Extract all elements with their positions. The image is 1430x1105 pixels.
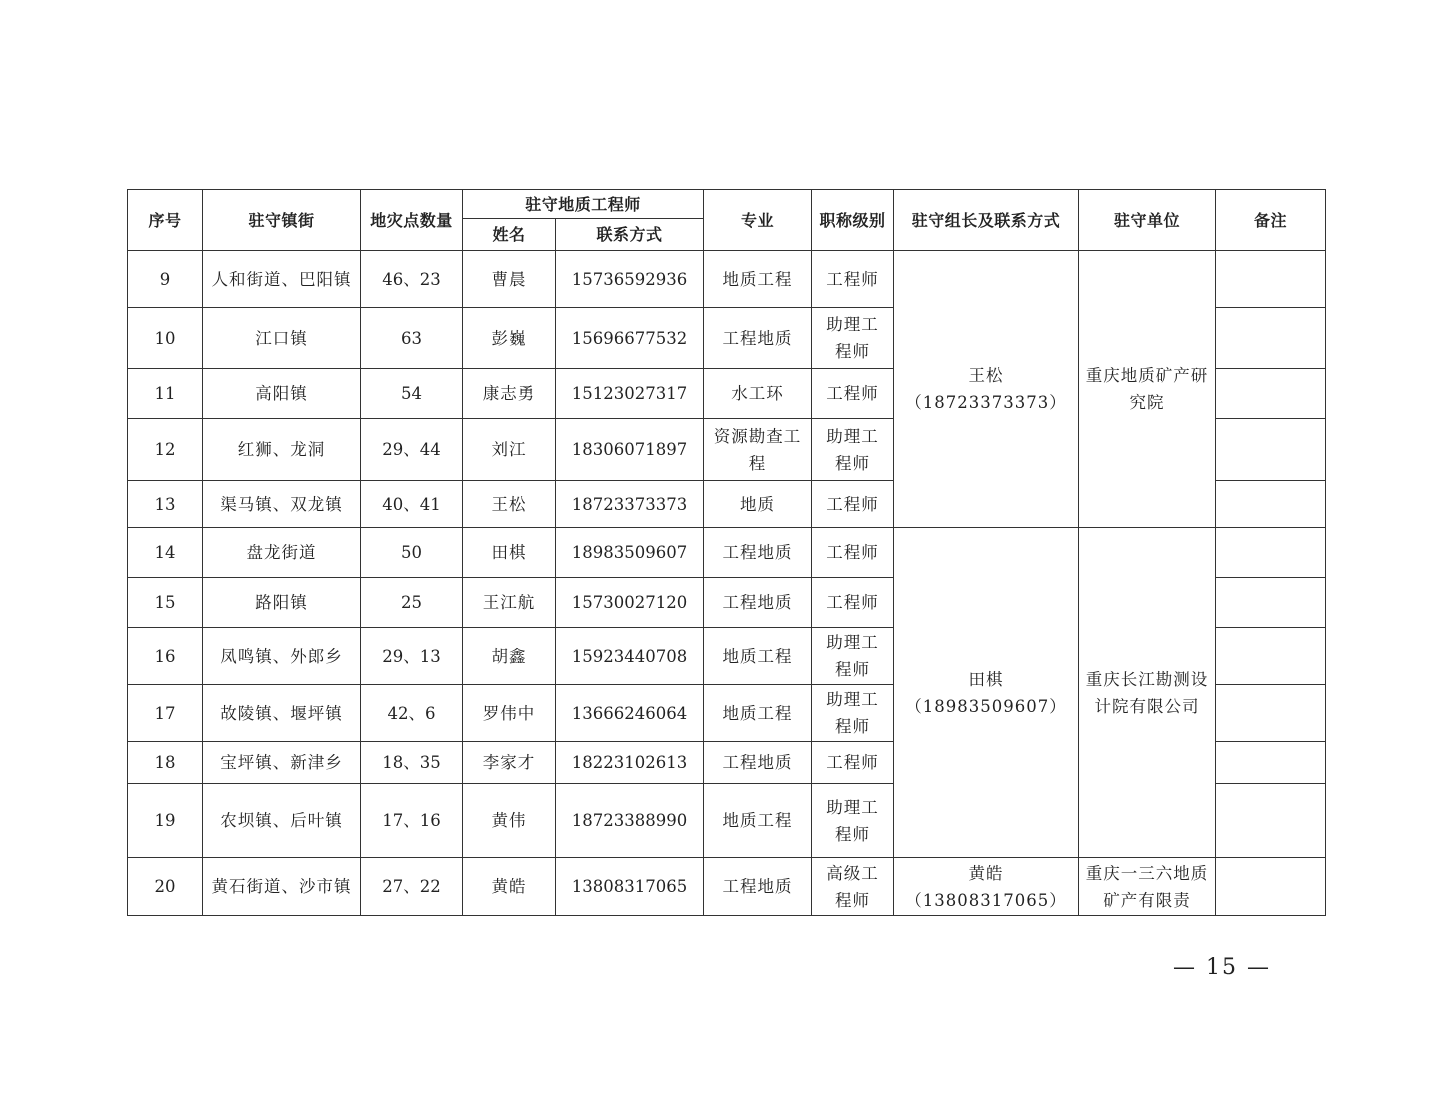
engineer-name-cell: 黄皓 xyxy=(463,858,556,916)
header-contact: 联系方式 xyxy=(556,219,704,251)
major-cell: 工程地质 xyxy=(704,858,812,916)
town-cell: 农坝镇、后叶镇 xyxy=(203,784,361,858)
header-major: 专业 xyxy=(704,190,812,251)
title-cell: 助理工程师 xyxy=(812,628,894,685)
remark-cell xyxy=(1216,628,1326,685)
major-cell: 工程地质 xyxy=(704,308,812,369)
remark-cell xyxy=(1216,251,1326,308)
table-row xyxy=(128,251,1326,308)
engineer-name-cell: 刘江 xyxy=(463,419,556,481)
count-cell: 50 xyxy=(361,528,463,578)
major-cell: 地质 xyxy=(704,481,812,528)
remark-cell xyxy=(1216,419,1326,481)
remark-cell xyxy=(1216,578,1326,628)
seq-cell: 11 xyxy=(128,369,203,419)
phone-cell: 15923440708 xyxy=(556,628,704,685)
count-cell: 25 xyxy=(361,578,463,628)
unit-cell: 重庆长江勘测设计院有限公司 xyxy=(1079,528,1216,858)
engineer-name-cell: 曹晨 xyxy=(463,251,556,308)
engineer-name-cell: 罗伟中 xyxy=(463,685,556,742)
town-cell: 高阳镇 xyxy=(203,369,361,419)
town-cell: 渠马镇、双龙镇 xyxy=(203,481,361,528)
seq-cell: 17 xyxy=(128,685,203,742)
town-cell: 凤鸣镇、外郎乡 xyxy=(203,628,361,685)
title-cell: 工程师 xyxy=(812,251,894,308)
header-engineer-group: 驻守地质工程师 xyxy=(463,190,704,219)
town-cell: 江口镇 xyxy=(203,308,361,369)
title-cell: 助理工程师 xyxy=(812,784,894,858)
phone-cell: 15730027120 xyxy=(556,578,704,628)
seq-cell: 9 xyxy=(128,251,203,308)
seq-cell: 10 xyxy=(128,308,203,369)
remark-cell xyxy=(1216,369,1326,419)
table-row xyxy=(128,858,1326,916)
town-cell: 黄石街道、沙市镇 xyxy=(203,858,361,916)
header-leader: 驻守组长及联系方式 xyxy=(894,190,1079,251)
count-cell: 17、16 xyxy=(361,784,463,858)
seq-cell: 14 xyxy=(128,528,203,578)
major-cell: 资源勘查工程 xyxy=(704,419,812,481)
count-cell: 18、35 xyxy=(361,742,463,784)
engineer-name-cell: 王江航 xyxy=(463,578,556,628)
count-cell: 63 xyxy=(361,308,463,369)
title-cell: 工程师 xyxy=(812,528,894,578)
title-cell: 助理工程师 xyxy=(812,308,894,369)
count-cell: 40、41 xyxy=(361,481,463,528)
title-cell: 工程师 xyxy=(812,578,894,628)
leader-cell: 田棋（18983509607） xyxy=(894,528,1079,858)
remark-cell xyxy=(1216,481,1326,528)
table-row xyxy=(128,528,1326,578)
count-cell: 29、13 xyxy=(361,628,463,685)
phone-cell: 18306071897 xyxy=(556,419,704,481)
engineer-name-cell: 彭巍 xyxy=(463,308,556,369)
phone-cell: 13666246064 xyxy=(556,685,704,742)
phone-cell: 18223102613 xyxy=(556,742,704,784)
count-cell: 54 xyxy=(361,369,463,419)
remark-cell xyxy=(1216,308,1326,369)
major-cell: 水工环 xyxy=(704,369,812,419)
phone-cell: 15696677532 xyxy=(556,308,704,369)
count-cell: 46、23 xyxy=(361,251,463,308)
header-town: 驻守镇街 xyxy=(203,190,361,251)
phone-cell: 13808317065 xyxy=(556,858,704,916)
title-cell: 助理工程师 xyxy=(812,685,894,742)
seq-cell: 16 xyxy=(128,628,203,685)
phone-cell: 15123027317 xyxy=(556,369,704,419)
header-remark: 备注 xyxy=(1216,190,1326,251)
town-cell: 故陵镇、堰坪镇 xyxy=(203,685,361,742)
seq-cell: 19 xyxy=(128,784,203,858)
seq-cell: 20 xyxy=(128,858,203,916)
title-cell: 工程师 xyxy=(812,481,894,528)
phone-cell: 18983509607 xyxy=(556,528,704,578)
town-cell: 人和街道、巴阳镇 xyxy=(203,251,361,308)
major-cell: 地质工程 xyxy=(704,251,812,308)
seq-cell: 13 xyxy=(128,481,203,528)
title-cell: 工程师 xyxy=(812,369,894,419)
leader-cell: 黄皓（13808317065） xyxy=(894,858,1079,916)
engineer-name-cell: 胡鑫 xyxy=(463,628,556,685)
header-unit: 驻守单位 xyxy=(1079,190,1216,251)
header-count: 地灾点数量 xyxy=(361,190,463,251)
engineer-name-cell: 康志勇 xyxy=(463,369,556,419)
leader-cell: 王松（18723373373） xyxy=(894,251,1079,528)
title-cell: 工程师 xyxy=(812,742,894,784)
engineer-name-cell: 王松 xyxy=(463,481,556,528)
major-cell: 地质工程 xyxy=(704,784,812,858)
phone-cell: 18723388990 xyxy=(556,784,704,858)
title-cell: 高级工程师 xyxy=(812,858,894,916)
unit-cell: 重庆一三六地质矿产有限责 xyxy=(1079,858,1216,916)
major-cell: 地质工程 xyxy=(704,685,812,742)
town-cell: 红狮、龙洞 xyxy=(203,419,361,481)
town-cell: 宝坪镇、新津乡 xyxy=(203,742,361,784)
engineer-name-cell: 黄伟 xyxy=(463,784,556,858)
count-cell: 29、44 xyxy=(361,419,463,481)
phone-cell: 18723373373 xyxy=(556,481,704,528)
town-cell: 盘龙街道 xyxy=(203,528,361,578)
engineer-name-cell: 田棋 xyxy=(463,528,556,578)
major-cell: 工程地质 xyxy=(704,528,812,578)
engineer-name-cell: 李家才 xyxy=(463,742,556,784)
count-cell: 42、6 xyxy=(361,685,463,742)
remark-cell xyxy=(1216,784,1326,858)
count-cell: 27、22 xyxy=(361,858,463,916)
remark-cell xyxy=(1216,528,1326,578)
unit-cell: 重庆地质矿产研究院 xyxy=(1079,251,1216,528)
major-cell: 工程地质 xyxy=(704,742,812,784)
page-number: — 15 — xyxy=(1173,955,1271,980)
remark-cell xyxy=(1216,685,1326,742)
seq-cell: 15 xyxy=(128,578,203,628)
seq-cell: 18 xyxy=(128,742,203,784)
engineer-roster-table xyxy=(127,189,1326,916)
title-cell: 助理工程师 xyxy=(812,419,894,481)
header-title: 职称级别 xyxy=(812,190,894,251)
town-cell: 路阳镇 xyxy=(203,578,361,628)
major-cell: 工程地质 xyxy=(704,578,812,628)
remark-cell xyxy=(1216,858,1326,916)
phone-cell: 15736592936 xyxy=(556,251,704,308)
header-seq: 序号 xyxy=(128,190,203,251)
seq-cell: 12 xyxy=(128,419,203,481)
header-name: 姓名 xyxy=(463,219,556,251)
major-cell: 地质工程 xyxy=(704,628,812,685)
remark-cell xyxy=(1216,742,1326,784)
